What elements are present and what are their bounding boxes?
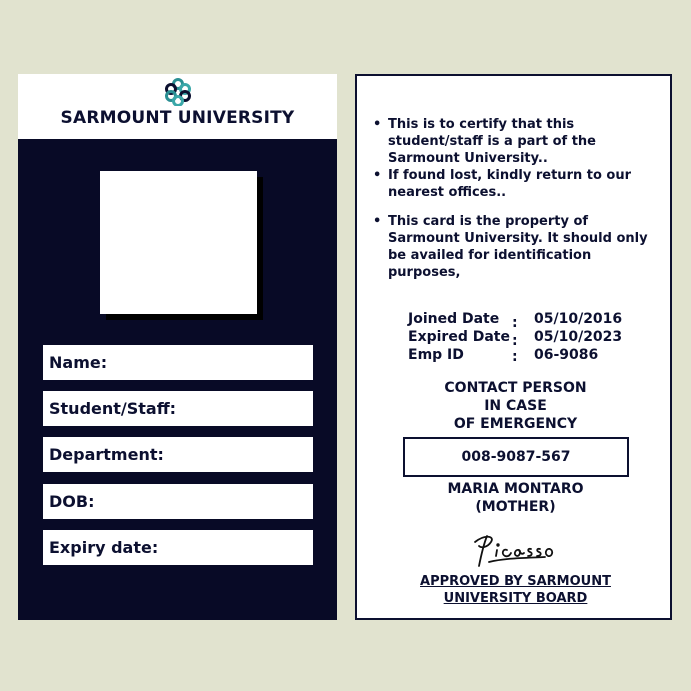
photo-placeholder: [100, 171, 257, 314]
separator: :: [512, 349, 518, 365]
approval-text: [357, 573, 674, 607]
bullet-dot: •: [373, 214, 382, 229]
dob-field: DOB:: [43, 484, 313, 519]
contact-heading-line: CONTACT PERSON: [444, 380, 587, 396]
card-header: [18, 74, 337, 139]
joined-date-label: Joined Date: [408, 311, 500, 327]
separator: :: [512, 315, 518, 331]
emp-id-label: Emp ID: [408, 347, 464, 363]
separator: :: [512, 333, 518, 349]
signature-icon: [465, 528, 565, 570]
university-name: SARMOUNT UNIVERSITY: [60, 108, 295, 128]
emp-id-value: 06-9086: [534, 347, 599, 363]
department-field: Department:: [43, 437, 313, 472]
id-card-front: [18, 74, 337, 620]
bullet-text: This is to certify that this student/staff is a part of the Sarmount University..: [388, 117, 596, 166]
bullet-dot: •: [373, 168, 382, 183]
emergency-phone: 008-9087-567: [403, 437, 629, 477]
id-card-back: [355, 74, 672, 620]
approval-line: UNIVERSITY BOARD: [443, 591, 588, 606]
approval-line: APPROVED BY SARMOUNT: [420, 574, 611, 589]
contact-name: MARIA MONTARO: [447, 481, 584, 497]
student-staff-field: Student/Staff:: [43, 391, 313, 426]
bullet-dot: •: [373, 117, 382, 132]
contact-relation: (MOTHER): [475, 499, 556, 515]
name-field: Name:: [43, 345, 313, 380]
bullet-text: This card is the property of Sarmount University. It should only be availed for identification purposes,: [388, 214, 648, 280]
expired-date-value: 05/10/2023: [534, 329, 623, 345]
joined-date-value: 05/10/2016: [534, 311, 623, 327]
contact-heading-line: IN CASE: [484, 398, 547, 414]
expired-date-label: Expired Date: [408, 329, 510, 345]
expiry-date-field: Expiry date:: [43, 530, 313, 565]
bullet-text: If found lost, kindly return to our nearest offices..: [388, 168, 632, 200]
university-logo-icon: [164, 78, 192, 106]
contact-heading-line: OF EMERGENCY: [453, 416, 578, 432]
